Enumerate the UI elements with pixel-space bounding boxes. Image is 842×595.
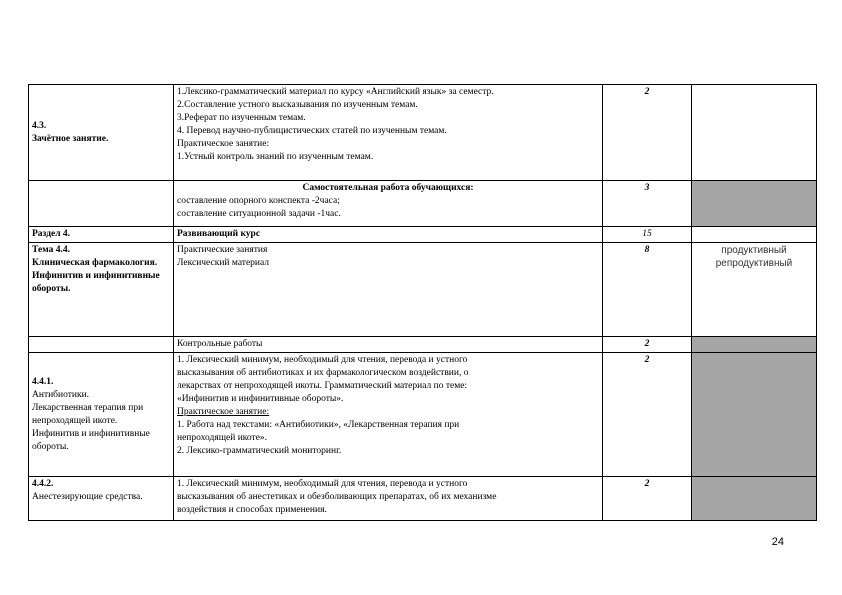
topic-cell <box>29 337 174 353</box>
topic-title: Клиническая фармакология. <box>32 258 158 268</box>
hours-cell: 8 <box>603 243 692 337</box>
table-row <box>29 477 817 521</box>
level-text: продуктивный <box>721 245 787 256</box>
content-line: лекарствах от непроходящей икоты. Грамматический материал по теме: <box>177 381 468 391</box>
topic-cell <box>29 181 174 227</box>
hours-cell: 2 <box>603 337 692 353</box>
section-course: Развивающий курс <box>174 227 603 243</box>
table-row <box>29 181 817 227</box>
topic-title: Зачётное занятие. <box>32 133 109 144</box>
section-title: Раздел 4. <box>29 227 174 243</box>
level-cell-shaded <box>692 353 817 477</box>
hours-cell: 15 <box>603 227 692 243</box>
level-cell-shaded <box>692 477 817 521</box>
content-line: Практические занятия <box>177 245 268 255</box>
topic-cell <box>29 85 174 181</box>
content-line: высказывания об антибиотиках и их фармакологическом воздействии, о <box>177 368 469 378</box>
content-line: составление ситуационной задачи -1час. <box>177 209 341 219</box>
curriculum-table <box>28 84 817 521</box>
independent-work-title: Самостоятельная работа обучающихся: <box>302 183 474 193</box>
content-line: 1. Работа над текстами: «Антибиотики», «Лекарственная терапия при <box>177 420 460 430</box>
topic-title: Анестезирующие средства. <box>32 492 143 502</box>
hours-cell: 2 <box>603 85 692 181</box>
level-cell <box>692 85 817 181</box>
content-line: высказывания об анестетиках и обезболивающих препаратах, об их механизме <box>177 492 497 502</box>
topic-cell <box>29 477 174 521</box>
topic-number: 4.3. <box>32 120 47 131</box>
content-line: 2.Составление устного высказывания по изученным темам. <box>177 100 418 110</box>
content-line: непроходящей икоте». <box>177 433 268 443</box>
topic-cell <box>29 243 174 337</box>
level-cell-shaded <box>692 181 817 227</box>
content-line: 1. Лексический минимум, необходимый для чтения, перевода и устного <box>177 479 468 489</box>
content-line: 1.Устный контроль знаний по изученным темам. <box>177 152 374 162</box>
hours-cell: 2 <box>603 353 692 477</box>
hours-cell: 2 <box>603 477 692 521</box>
content-cell <box>174 243 603 337</box>
table-row <box>29 337 817 353</box>
topic-subtitle: Инфинитив и инфинитивные обороты. <box>32 428 150 452</box>
topic-cell <box>29 353 174 477</box>
content-cell <box>174 85 603 181</box>
content-line: Лексический материал <box>177 258 270 268</box>
content-line: Практическое занятие: <box>177 139 270 149</box>
level-cell-shaded <box>692 337 817 353</box>
content-line: 1.Лексико-грамматический материал по курсу «Английский язык» за семестр. <box>177 87 494 97</box>
level-cell <box>692 243 817 337</box>
content-line: воздействия и способах применения. <box>177 505 327 515</box>
content-line: 4. Перевод научно-публицистических статей по изученным темам. <box>177 126 447 136</box>
content-cell <box>174 181 603 227</box>
table-row <box>29 85 817 181</box>
table-row <box>29 243 817 337</box>
topic-number: 4.4.2. <box>32 479 54 489</box>
content-line: Практическое занятие: <box>177 407 270 417</box>
content-line: 3.Реферат по изученным темам. <box>177 113 306 123</box>
content-cell <box>174 353 603 477</box>
table-row <box>29 227 817 243</box>
level-cell <box>692 227 817 243</box>
content-line: составление опорного конспекта -2часа; <box>177 196 340 206</box>
page-number: 24 <box>771 536 784 548</box>
topic-subtitle: Инфинитив и инфинитивные обороты. <box>32 271 160 294</box>
topic-number: Тема 4.4. <box>32 245 70 255</box>
level-text: репродуктивный <box>715 258 793 269</box>
topic-title: Антибиотики. <box>32 389 90 400</box>
hours-cell: 3 <box>603 181 692 227</box>
content-cell <box>174 477 603 521</box>
content-line: 1. Лексический минимум, необходимый для чтения, перевода и устного <box>177 355 468 365</box>
content-line: «Инфинитив и инфинитивные обороты». <box>177 394 344 404</box>
table-row <box>29 353 817 477</box>
content-line: 2. Лексико-грамматический мониторинг. <box>177 446 342 456</box>
topic-title: Лекарственная терапия при непроходящей икоте. <box>32 402 144 426</box>
content-cell: Контрольные работы <box>174 337 603 353</box>
topic-number: 4.4.1. <box>32 376 54 387</box>
